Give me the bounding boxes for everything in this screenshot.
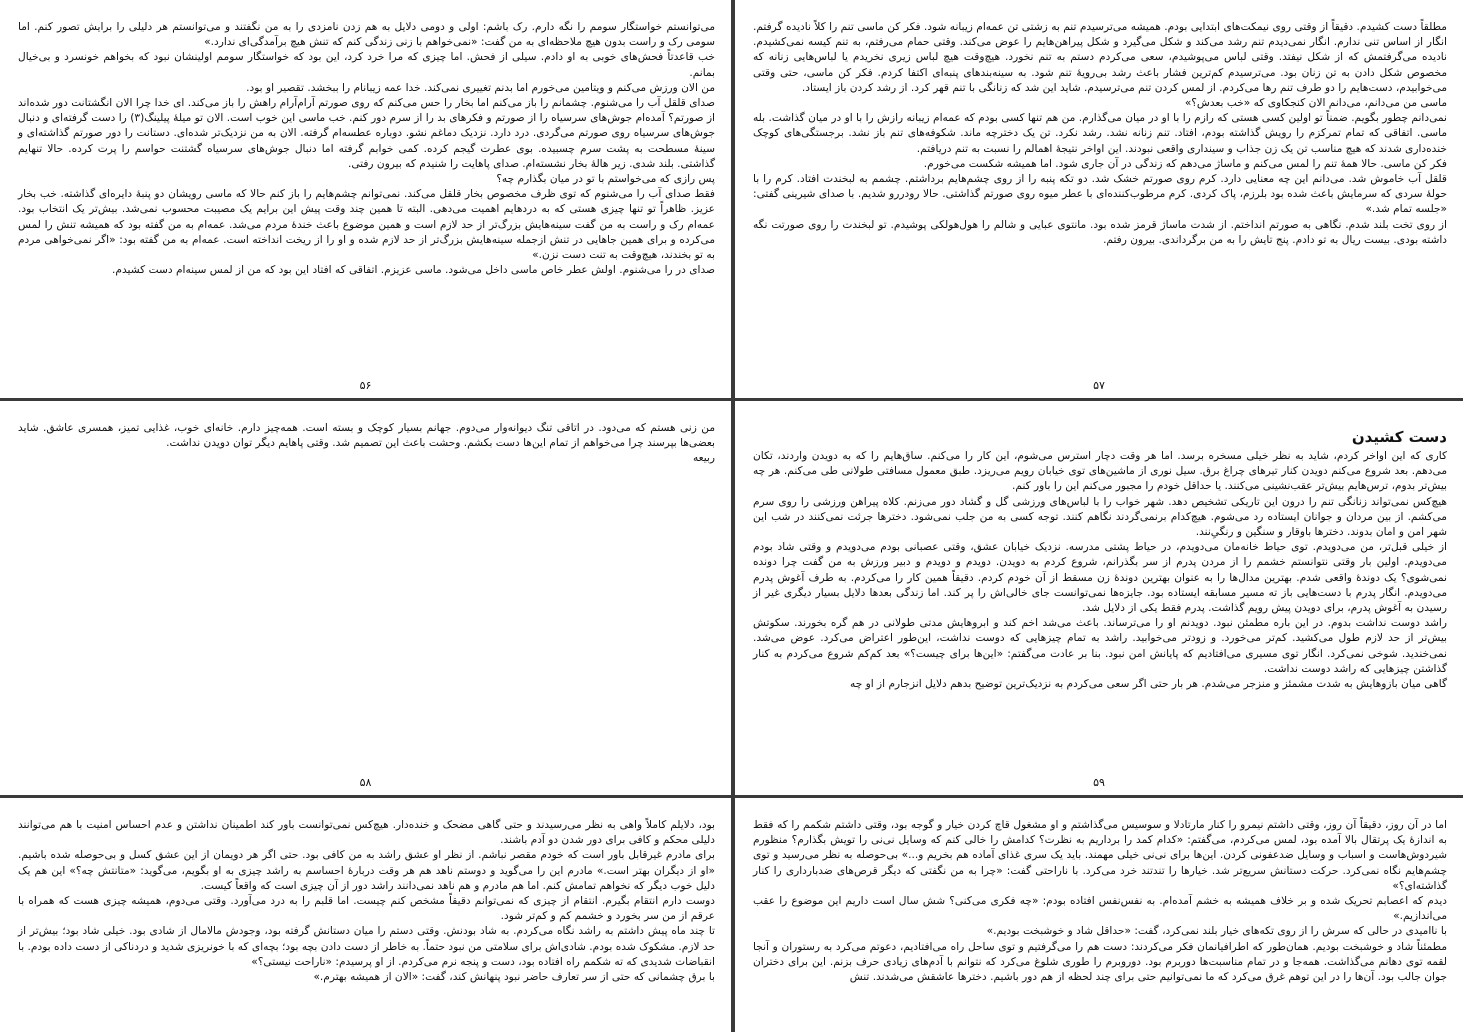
page-number: ۵۸ xyxy=(359,776,372,789)
paragraph: کاری که این اواخر کردم، شاید به نظر خیلی مسخره برسد. اما هر وقت دچار استرس می‌شوم، این کار را می‌کنم. ساق‌هایم را که به دویدن واردند، تکان می‌دهم. بعد شروع می‌کنم دویدن کنار تیرهای چراغ برق. سیل نوری از ماشین‌های توی خیابان رویم می‌ریزد. طبق معمول مسافتی طولانی طی می‌کنم. هر چه بیش‌تر بدوم، ترس‌هایم بیش‌تر عقب‌نشینی می‌کنند. یا حداقل خودم را مجبور می‌کنم این را باور کنم. xyxy=(753,450,1447,493)
page-59-text xyxy=(753,421,1447,692)
paragraph: با ناامیدی در حالی که سرش را از روی تکه‌های خیار بلند نمی‌کرد، گفت: «حداقل شاد و خوشبخت بودیم.» xyxy=(986,925,1447,938)
paragraph: صدای در را می‌شنوم. اولش عطر خاص ماسی داخل می‌شود. ماسی عزیزم. اتفاقی که افتاد این بود که من از لمس سینه‌ام دست کشیدم. xyxy=(112,264,715,277)
page-59 xyxy=(735,401,1463,795)
paragraph: قلقل آب خاموش شد. می‌دانم این چه معنایی دارد. کرم روی صورتم خشک شد. دو تکه پنبه را از روی چشم‌هایم برداشتم. چشمم به لبخندت افتاد. کرم را با حولهٔ سردی که سرمایش باعث شده بود بلرزم، پاک کردی. کرم مرطوب‌کننده‌ای با عطر میوه روی صورتم گذاشتی. حالا رودررو شدیم. با صدای شیرینی گفتی: «جلسه تمام شد.» xyxy=(753,173,1447,216)
paragraph: بود، دلایلم کاملاً واهی به نظر می‌رسیدند و حتی گاهی مضحک و خنده‌دار. هیچ‌کس نمی‌توانست باور کند اطمینان نداشتن و عدم احساس امنیت با هم می‌توانند دلیلی محکم و کافی برای دور شدن دو آدم باشند. xyxy=(18,819,715,847)
paragraph: می‌توانستم خواستگار سومم را نگه دارم. رک باشم: اولی و دومی دلایل به هم زدن نامزدی را به من نگفتند و می‌توانستم هر دلیلی را برایش تصور کنم. اما سومی رک و راست بدون هیچ ملاحظه‌ای به من گفت: «نمی‌خواهم با زنی زندگی کنم که تنش هیچ برآمدگی‌ای ندارد.» xyxy=(18,21,715,49)
chapter-title: دست کشیدن xyxy=(1351,428,1447,446)
paragraph: فکر کن ماسی. حالا همهٔ تنم را لمس می‌کنم و ماساژ می‌دهم که زندگی در آن جاری شود. اما همیشه شکست می‌خورم. xyxy=(923,157,1447,170)
paragraph: مطلقاً دست کشیدم. دقیقاً از وقتی روی نیمکت‌های ابتدایی بودم. همیشه می‌ترسیدم تنم به زشتی تن عمه‌ام زیبانه شود. فکر کن ماسی تنم را کلاً نادیده گرفتم. انگار از اساس تنی ندارم. انگار نمی‌دیدم تنم رشد می‌کند و شکل می‌گیرد و شکل پیراهن‌هایم را عوض می‌کند. وقتی حمام می‌رفتم، به تنم کیسه نمی‌کشیدم. نادیده می‌گرفتمش که از شکل نیفتد. وقتی لباس می‌پوشیدم، سعی می‌کردم دستم به تنم نخورد. هیچ‌وقت هیچ لباس زیری نخریدم یا لباس‌هایی زنانه که مخصوص شکل دادن به تن زنان بود. می‌ترسیدم کم‌ترین فشار باعث رشد بی‌رویهٔ تنم شود. به سینه‌بندهای پنبه‌ای اکتفا کردم. فکر کن ماسی، حتی وقتی می‌خوابیدم، دست‌هایم را دو طرف تنم رها می‌کردم. از لمس کردن تنم می‌ترسیدم. شاید این شد که زنانگی با تنم قهر کرد. از رشد کردن باز ایستاد. xyxy=(753,21,1447,94)
page-58 xyxy=(0,401,731,795)
paragraph: مطمئناً شاد و خوشبخت بودیم. همان‌طور که اطرافیانمان فکر می‌کردند: دست هم را می‌گرفتیم و توی ساحل راه می‌افتادیم، دعوتم می‌کرد به رستوران و آنجا لقمه توی دهانم می‌گذاشت. همه‌جا و در تمام مناسبت‌ها دوربرم بود. دوروبرم را طوری شلوغ می‌کرد که نتوانم با آدم‌های زیادی حرف بزنم. این برای دختران جوان جالب بود. آن‌ها را در این توهم غرق می‌کرد که ما نمی‌توانیم حتی برای چند لحظه از هم دور باشیم. دخترها عاشقش می‌شدند. تنش xyxy=(753,940,1447,984)
paragraph: برای مادرم غیرقابل باور است که خودم مقصر نباشم. از نظر او عشق راشد به من کافی بود. حتی اگر هر دویمان از این عشق کسل و بی‌حوصله شده باشیم. «او از دیگران بهتر است.» مادرم این را می‌گوید و دوستم ناهد هم هر وقت دربارهٔ احساسم به راشد چیزی به او بگویم، می‌گوید: «متانتش چه؟» این هم یک دلیل خوب دیگر که نخواهم تمامش کنم. اما هم مادرم و هم ناهد نمی‌دانند راشد دور از آن چیزی است که واقعاً کیست. xyxy=(18,849,715,892)
paragraph: از روی تخت بلند شدم. نگاهی به صورتم انداختم. از شدت ماساژ قرمز شده بود. مانتوی عبایی و شالم را هول‌هولکی پوشیدم. تو لبخندت را روی صورتت نگه داشته بودی. بیست ریال به تو دادم. پنج تایش را به من برگرداندی. بیرون رفتم. xyxy=(753,218,1447,246)
paragraph: هیچ‌کس نمی‌تواند زنانگی تنم را درون این تاریکی تشخیص دهد. شهر خواب را با لباس‌های ورزشی گل و گشاد دور می‌زنم. کلاه پیراهن ورزشی را روی سرم می‌کشم. از بین مردان و جوانان ایستاده رد می‌شوم. هیچ‌کدام برنمی‌گردند نگاهم کنند. توجه کسی به من جلب نمی‌شود. دخترها جرئت نمی‌کنند در شب این شهر امن و امان بدوند. دخترها باوقار و سنگین و رنگیِ‌نند. xyxy=(753,495,1447,539)
page-60-text xyxy=(753,818,1447,985)
paragraph: من زنی هستم که می‌دود. در اتاقی تنگ دیوانه‌وار می‌دوم. جهانم بسیار کوچک و بسته است. همه‌چیز دارم. خانه‌ای خوب، غذایی تمیز، همسری عاشق. شاید بعضی‌ها بپرسند چرا می‌خواهم از تمام این‌ها دست بکشم. وحشت باعث این تصمیم شد. وقتی پاهایم دیگر توان دویدن نداشت. xyxy=(18,422,715,450)
page-number: ۵۶ xyxy=(359,379,372,392)
paragraph: از خیلی قبل‌تر، من می‌دویدم. توی حیاط خانه‌مان می‌دویدم، در حیاط پشتی مدرسه. نزدیک خیابان عشق، وقتی عصبانی بودم می‌دویدم و وقتی شاد بودم می‌دویدم. اولین بار وقتی نتوانستم خشمم را از مردن پدرم از سر بگذرانم، شروع کردم به دویدن. دویدم و دویدم و دبیر ورزش به من گفت چرا دونده نمی‌شوی؟ یک دوندهٔ واقعی شدم. بهترین مدال‌ها را به عنوان بهترین دوندهٔ زن مسقط از آن خودم کردم. دقیقاً همین کار را می‌کردم. به طرف آغوش پدرم می‌دویدم. انگار پدرم با دست‌هایی باز ته مسیر مسابقه ایستاده بود. جایزه‌ها نمی‌توانست جای خالی‌اش را پر کند. اما زندگی بعدها دلایل بسیار دیگری غیر از رسیدن به آغوش پدرم، برای دویدن پیش رویم گذاشت. پدرم فقط یکی از دلایل شد. xyxy=(753,541,1447,615)
author-signature: ربیعه xyxy=(692,452,715,465)
paragraph: دیدم که اعصابم تحریک شده و بر خلاف همیشه به خشم آمده‌ام. به نفس‌نفس افتاده بودم: «چه فکری می‌کنی؟ شش سال است داریم این موضوع را عقب می‌اندازیم.» xyxy=(753,895,1447,923)
page-57 xyxy=(735,0,1463,398)
paragraph: گاهی میان بازوهایش به شدت مشمئز و منزجر می‌شدم. هر بار حتی اگر سعی می‌کردم به نزدیک‌ترین توضیح بدهم دلایل انزجارم از او چه xyxy=(850,678,1447,691)
paragraph: با برق چشمانی که حتی از سر تعارف حاضر نبود پنهانش کند، گفت: «الان از همیشه بهترم.» xyxy=(313,971,715,984)
page-56 xyxy=(0,0,731,398)
page-56-text xyxy=(18,20,715,278)
paragraph: ماسی من می‌دانم، می‌دانم الان کنجکاوی که «خب بعدش؟» xyxy=(1184,97,1447,110)
paragraph: فقط صدای آب را می‌شنوم که توی ظرف مخصوص بخار قلقل می‌کند. نمی‌توانم چشم‌هایم را باز کنم حالا که ماسی رویشان دو پنبهٔ دایره‌ای گذاشته. خب بخار عزیز. ظاهراً تو تنها چیزی هستی که به دردهایم اهمیت می‌دهی. البته تا همین چند وقت پیش این برایم یک مصیبت محسوب نمی‌شد. بیش‌تر یک انتخاب بود. عمه‌ام رک و راست به من گفت سینه‌هایش بزرگ‌تر از حد لازم است و همین موضوع باعث خندهٔ مردم می‌شد. عمه‌ام به من گفته بود که همیشه تنش را لمس می‌کرده و برای همین جاهایی در تنش ازجمله سینه‌هایش بزرگ‌تر از حد لازم شده و او را از ریخت انداخته است. عمه‌ام به من گفته بود: «اگر نمی‌خواهی مردم به تو بخندند، هیچ‌وقت به تنت دست نزن.» xyxy=(18,188,715,262)
paragraph: من الان ورزش می‌کنم و ویتامین می‌خورم اما بدنم تغییری نمی‌کند. خدا عمه زیبانام را ببخشد. تقصیر او بود. xyxy=(246,81,715,94)
paragraph: اما در آن روز، دقیقاً آن روز، وقتی داشتم نیمرو را کنار مارتادلا و سوسیس می‌گذاشتم و او مشغول قاچ کردن خیار و گوجه بود، وقتی داشتم شکمم را که فقط به اندازهٔ یک پرتقال بالا آمده بود، لمس می‌کردم، می‌گفتم: «کدام کمد را برداریم به نظرت؟ کدامش را خالی کنم که وسایل نی‌نی را تویش بگذارم؟ منظورم شیردوش‌هاست و اسباب و وسایل ضدعفونی کردن. این‌ها برای نی‌نی خیلی مهمند. باید یک سری غذای آماده هم بخریم و...» بی‌حوصله به نظر می‌رسید و توی چشم‌هایم نگاه نمی‌کرد. حرکت دستانش سریع‌تر شد. خیارها را تندتند خرد می‌کرد. با ناراحتی گفت: «چرا به من نگفتی که دیگر قرص‌های ضدبارداری را کنار گذاشته‌ای؟» xyxy=(753,819,1447,892)
paragraph: تا چند ماه پیش داشتم به راشد نگاه می‌کردم. به شاد بودنش. وقتی دستم را میان دستانش گرفته بود، وجودش مالامال از شادی بود. خیلی شاد بود؛ بیش‌تر از حد لازم. مشکوک شده بودم. شادی‌اش برای سلامتی من نبود حتماً. به خاطر از دست دادن بچه بود؛ بچه‌ای که با خونریزی شدید و دردناکی از دست داده بودم. با انقباضات شدیدی که ته شکمم راه افتاده بود، دست و پنجه نرم می‌کردم. از او پرسیدم: «ناراحت نیستی؟» xyxy=(18,925,715,968)
paragraph: راشد دوست نداشت بدوم. در این باره مطمئن نبود. دویدنم او را می‌ترساند. باعث می‌شد اخم کند و ابروهایش مدتی طولانی در هم گره بخورند. سکوتش بیش‌تر از حد لازم طول می‌کشید. کم‌تر می‌خورد. و زودتر می‌خوابید. راشد به تمام چیزهایی که دوست نداشت، این‌طور اعتراض می‌کرد. عوض می‌شد. نمی‌خندید. شوخی نمی‌کرد. انگار توی مسیری می‌افتادیم که پایانش امن نبود. بنا بر عادت می‌گفتم: «این‌ها برای چیست؟» بعد کم‌کم شروع می‌کردم به کنار گذاشتن چیزهایی که راشد دوست نداشت. xyxy=(753,617,1447,675)
page-61-text xyxy=(18,818,715,985)
page-number: ۵۹ xyxy=(1093,776,1105,789)
paragraph: نمی‌دانم چطور بگویم. ضمناً تو اولین کسی هستی که رازم را با او در میان می‌گذارم. من هم تنها کسی بودم که عمه‌ام زیبانه رازش را با او در میان گذاشت. بله ماسی. اتفاقی که تمام تمرکزم را رویش گذاشته بودم، افتاد. تنم زنانه نشد. رشد نکرد. تن یک دخترچه ماند. شکوفه‌های تنم باز نشد. برجستگی‌های کوچک خنده‌داری شدند که هیچ مناسب تن یک زن جذاب و سینداری واقعی نبودند. این اواخر نتیجهٔ اهمالم را نسبت به تنم دریافتم. xyxy=(753,112,1447,155)
paragraph: پس رازی که می‌خواستم با تو در میان بگذارم چه؟ xyxy=(496,173,715,186)
page-58-text xyxy=(18,421,715,467)
paragraph: خب قاعدتاً فحش‌های خوبی به او دادم. سیلی از فحش. اما چیزی که مرا خرد کرد، این بود که خواستگار سومم اولینشان نبود که بخواهم خونسرد و بی‌خیال بمانم. xyxy=(18,51,715,79)
page-number: ۵۷ xyxy=(1093,379,1105,392)
paragraph: دوست دارم انتقام بگیرم. انتقام از چیزی که نمی‌توانم دقیقاً مشخص کنم چیست. اما قلبم را به درد می‌آورد. وقتی می‌دوم، همیشه چیزی هست که همراه با عرقم از من سر بخورد و خشمم کم و کم‌تر شود. xyxy=(18,895,715,923)
page-57-text xyxy=(753,20,1447,248)
page-60 xyxy=(735,798,1463,1032)
paragraph: صدای قلقل آب را می‌شنوم. چشمانم را باز می‌کنم اما بخار را حس می‌کنم که روی صورتم آرام‌آرام راهش را باز می‌کند. ای خدا چرا الان انگشتانت دور شده‌اند از صورتم؟ آمده‌ام جوش‌های سرسیاه را از صورتم و فکرهای بد را از سرم دور کنم. خب ماسی این خوب است. الان تو میلهٔ پیلینگ(۳) را دست گرفته‌ای و دنبال جوش‌های سرسیاه روی صورتم می‌گردی. درد دارد. نزدیک دماغم نشو. دوباره عطسه‌ام گرفته. الان به من نزدیک‌تر شده‌ای. دستانت را دور صورتم گذاشته‌ای و سینهٔ مسطحت به پشت سرم چسبیده. بوی عطرت گیجم کرده. کمی خوابم گرفته اما دنبال جوش‌های سرسیاه گشتنت حواسم را پرت کرده. حالا تنهایم گذاشتی. بلند شدی. زیر هالهٔ بخار نشسته‌ام. صدای پاهایت را شنیدم که بیرون رفتی. xyxy=(18,97,715,170)
page-61 xyxy=(0,798,731,1032)
